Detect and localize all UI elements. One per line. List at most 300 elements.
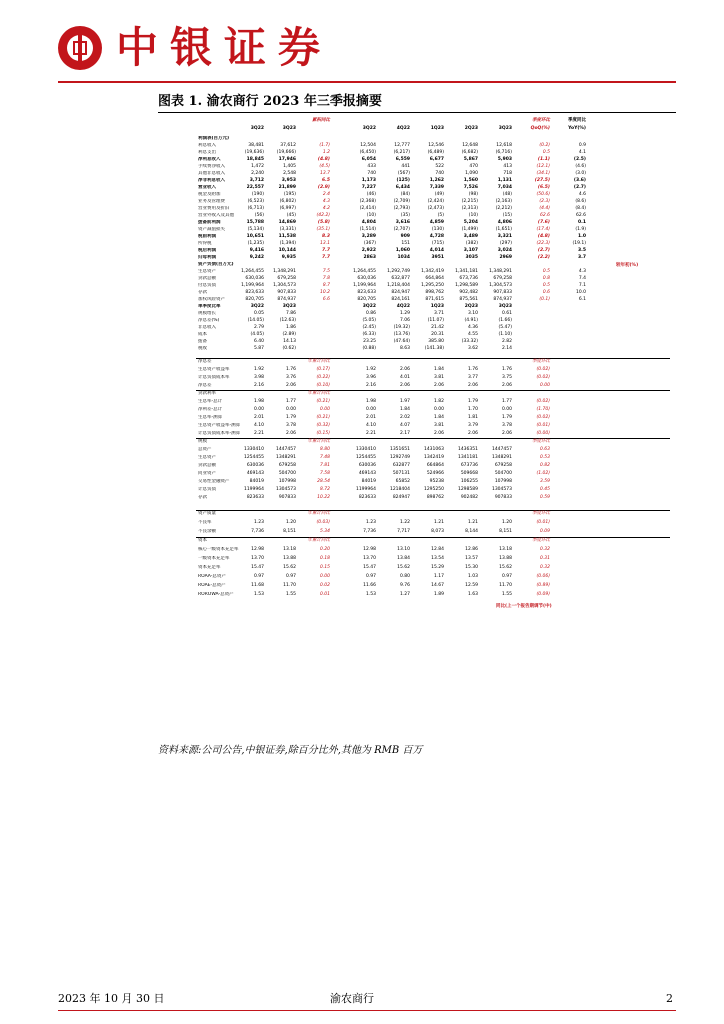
value-cell: 2.16 xyxy=(253,383,264,388)
table-row xyxy=(196,192,670,198)
value-cell: 469143 xyxy=(246,471,264,476)
quarter-cell: 4,804 xyxy=(361,220,376,225)
quarter-cell: (10) xyxy=(366,213,376,218)
quarter-cell: 874,937 xyxy=(493,297,512,302)
quarter-cell: 3.10 xyxy=(467,311,478,316)
row-label: 净利息收入 xyxy=(198,157,221,162)
qoq-cell: 0.09 xyxy=(539,529,550,534)
qoq-cell: (0.02) xyxy=(536,367,550,372)
quarter-cell: 1.76 xyxy=(467,367,478,372)
qoq-cell: (4.8) xyxy=(537,234,550,239)
change-cell: (1.7) xyxy=(319,143,330,148)
quarter-cell: 65852 xyxy=(395,479,410,484)
value-cell: 11.68 xyxy=(251,583,264,588)
value-cell: 3,712 xyxy=(249,178,264,183)
value-cell: 9,935 xyxy=(281,255,296,260)
row-label: 生息资产 xyxy=(198,269,216,274)
table-row xyxy=(196,592,670,598)
quarter-cell: 1.84 xyxy=(399,407,410,412)
quarter-cell: (98) xyxy=(468,192,478,197)
yoy-cell: (1.9) xyxy=(575,227,586,232)
quarter-cell: 1.89 xyxy=(433,592,444,597)
quarter-cell: 13.84 xyxy=(397,556,410,561)
quarter-cell: 1.77 xyxy=(501,399,512,404)
quarter-cell: 875,561 xyxy=(459,297,478,302)
table-row xyxy=(196,143,670,149)
table-row xyxy=(196,185,670,191)
quarter-cell: 0.97 xyxy=(501,574,512,579)
value-cell: 14,869 xyxy=(278,220,296,225)
value-cell: 21,899 xyxy=(278,185,296,190)
quarter-cell: 1,262 xyxy=(429,178,444,183)
quarter-cell: 673736 xyxy=(460,463,478,468)
change-cell: (0.21) xyxy=(316,415,330,420)
quarter-cell: 1,264,455 xyxy=(353,269,376,274)
table-row xyxy=(196,423,670,429)
quarter-cell: 632,877 xyxy=(391,276,410,281)
quarter-cell: 12.59 xyxy=(465,583,478,588)
value-cell: 84019 xyxy=(249,479,264,484)
quarter-cell: 718 xyxy=(503,171,512,176)
qoq-cell: 3.59 xyxy=(539,479,550,484)
yoy-cell: (8.6) xyxy=(575,199,586,204)
value-cell: (14.05) xyxy=(247,318,264,323)
quarter-cell: 7,717 xyxy=(397,529,410,534)
row-label: 税后利润 xyxy=(198,248,216,253)
quarter-cell: 2.06 xyxy=(501,383,512,388)
table-row xyxy=(196,565,670,571)
value-cell: 1,199,964 xyxy=(241,283,264,288)
value-cell: 15.47 xyxy=(251,565,264,570)
change-cell: 5.34 xyxy=(319,529,330,534)
quarter-cell: (5.47) xyxy=(498,325,512,330)
value-cell: 13.88 xyxy=(283,556,296,561)
quarter-cell: 0.61 xyxy=(501,311,512,316)
row-label: 税收 xyxy=(198,346,207,351)
table-row xyxy=(196,556,670,562)
yoy-cell: (3.6) xyxy=(573,178,586,183)
value-cell: 1447457 xyxy=(275,447,296,452)
quarter-cell: 1.84 xyxy=(433,367,444,372)
footer-page-number: 2 xyxy=(666,992,673,1005)
qoq-cell: (17.4) xyxy=(536,227,550,232)
quarter-cell: 469143 xyxy=(358,471,376,476)
value-cell: (6,802) xyxy=(279,199,296,204)
row-label: 付息负债 xyxy=(198,283,216,288)
header-label: QoQ(%) xyxy=(530,126,550,131)
quarter-cell: 2.06 xyxy=(467,431,478,436)
value-cell: 3.98 xyxy=(253,375,264,380)
value-cell: 0.05 xyxy=(253,311,264,316)
row-label: 存款 xyxy=(198,290,207,295)
header-label: 季度环比 xyxy=(532,118,550,123)
quarter-cell: (2,473) xyxy=(427,206,444,211)
yoy-cell: 0.9 xyxy=(578,143,586,148)
yoy-cell: 62.6 xyxy=(575,213,586,218)
quarter-cell: 3Q23 xyxy=(498,304,512,309)
table-row xyxy=(196,359,670,365)
yoy-cell: (3.0) xyxy=(575,171,586,176)
quarter-cell: 2.02 xyxy=(399,415,410,420)
quarter-cell: 1.79 xyxy=(467,399,478,404)
change-cell: 0.18 xyxy=(319,556,330,561)
section-note: 年累计同比 xyxy=(307,511,330,516)
summary-table xyxy=(196,116,670,736)
value-cell: (45) xyxy=(286,213,296,218)
qoq-cell: 0.6 xyxy=(542,290,550,295)
change-cell: 6.6 xyxy=(322,297,330,302)
value-cell: 1199964 xyxy=(243,487,264,492)
quarter-cell: 4Q22 xyxy=(396,304,410,309)
quarter-cell: 1.81 xyxy=(467,415,478,420)
table-row xyxy=(196,520,670,526)
quarter-cell: 2969 xyxy=(499,255,512,260)
quarter-cell: 823633 xyxy=(358,495,376,500)
quarter-cell: 12,648 xyxy=(462,143,478,148)
value-cell: 630036 xyxy=(246,463,264,468)
table-row xyxy=(196,455,670,461)
figure-title-underline xyxy=(158,112,676,113)
yoy-cell: (8.4) xyxy=(575,206,586,211)
table-row xyxy=(196,487,670,493)
quarter-cell: (6.33) xyxy=(362,332,376,337)
row-label: 加权风险资产 xyxy=(198,297,225,302)
row-label: 资产质量 xyxy=(198,511,216,516)
quarter-cell: 1348291 xyxy=(491,455,512,460)
table-row xyxy=(196,495,670,501)
change-cell: 0.00 xyxy=(319,574,330,579)
quarter-cell: 1034 xyxy=(397,255,410,260)
row-label: 净利差-总计 xyxy=(198,407,223,412)
quarter-cell: (46) xyxy=(366,192,376,197)
quarter-cell: 0.00 xyxy=(433,407,444,412)
yoy-cell: 4.6 xyxy=(578,192,586,197)
quarter-cell: 2.01 xyxy=(365,415,376,420)
quarter-cell: 1,560 xyxy=(463,178,478,183)
quarter-cell: 1295250 xyxy=(423,487,444,492)
source-note: 资料来源:公司公告,中银证券,除百分比外,其他为 RMB 百万 xyxy=(158,745,423,756)
change-cell: 7.5 xyxy=(322,269,330,274)
change-cell: (0.32) xyxy=(316,423,330,428)
quarter-cell: 0.86 xyxy=(365,311,376,316)
row-label: 归母利润 xyxy=(198,255,216,260)
change-cell: 0.02 xyxy=(319,583,330,588)
yoy-cell: 7.1 xyxy=(578,283,586,288)
value-cell: 1254455 xyxy=(243,455,264,460)
quarter-cell: 3.96 xyxy=(365,375,376,380)
quarter-cell: 2.06 xyxy=(467,383,478,388)
qoq-cell: (0.00) xyxy=(536,431,550,436)
qoq-cell: 0.32 xyxy=(539,547,550,552)
quarter-cell: 909 xyxy=(400,234,410,239)
quarter-cell: (367) xyxy=(363,241,376,246)
quarter-cell: (1.66) xyxy=(498,318,512,323)
value-cell: 10,651 xyxy=(246,234,264,239)
row-label: ROAE-总资产 xyxy=(198,583,226,588)
value-cell: 679258 xyxy=(278,463,296,468)
quarter-cell: 1,348,291 xyxy=(489,269,512,274)
quarter-cell: 898,762 xyxy=(425,290,444,295)
quarter-cell: (11.07) xyxy=(427,318,444,323)
value-cell: 907,833 xyxy=(277,290,296,295)
quarter-cell: (2.45) xyxy=(362,325,376,330)
qoq-cell: (2.7) xyxy=(537,248,550,253)
qoq-cell: (6.5) xyxy=(537,185,550,190)
value-cell: 1.86 xyxy=(285,325,296,330)
table-row xyxy=(196,255,670,261)
value-cell: (56) xyxy=(254,213,264,218)
value-cell: 1,472 xyxy=(251,164,264,169)
row-label: 所得税 xyxy=(198,241,212,246)
change-cell: 7.7 xyxy=(322,248,330,253)
quarter-cell: 4,806 xyxy=(497,220,512,225)
section-note: 年累计同比 xyxy=(307,439,330,444)
value-cell: 1.76 xyxy=(285,367,296,372)
quarter-cell: 107998 xyxy=(494,479,512,484)
change-cell: (42.2) xyxy=(316,213,330,218)
table-row xyxy=(196,206,670,212)
quarter-cell: 1.23 xyxy=(365,520,376,525)
change-cell: (0.22) xyxy=(316,375,330,380)
quarter-cell: 1447457 xyxy=(491,447,512,452)
value-cell: 1330410 xyxy=(243,447,264,452)
qoq-cell: (2.2) xyxy=(537,255,550,260)
quarter-cell: (19.32) xyxy=(393,325,410,330)
quarter-cell: 8.63 xyxy=(399,346,410,351)
value-cell: 3Q23 xyxy=(282,304,296,309)
quarter-cell: 1.98 xyxy=(365,399,376,404)
value-cell: (5,134) xyxy=(247,227,264,232)
change-cell: (0.15) xyxy=(316,431,330,436)
quarter-cell: 15.47 xyxy=(363,565,376,570)
quarter-cell: 679258 xyxy=(494,463,512,468)
row-label: 生息率-测算 xyxy=(198,415,223,420)
quarter-cell: 6,677 xyxy=(429,157,444,162)
quarter-cell: 1292749 xyxy=(389,455,410,460)
qoq-cell: 0.00 xyxy=(539,383,550,388)
quarter-cell: 5,867 xyxy=(463,157,478,162)
footer-company: 渝农商行 xyxy=(330,992,374,1005)
quarter-cell: 4,728 xyxy=(429,234,444,239)
row-label: 贷款总额 xyxy=(198,463,216,468)
value-cell: (19,666) xyxy=(276,150,296,155)
yoy-cell: (2.7) xyxy=(573,185,586,190)
table-row xyxy=(196,297,670,303)
row-label: 资本充足率 xyxy=(198,565,221,570)
qoq-cell: (0.89) xyxy=(536,583,550,588)
value-cell: 4.10 xyxy=(253,423,264,428)
value-cell: (1,235) xyxy=(247,241,264,246)
quarter-cell: 8,144 xyxy=(465,529,478,534)
quarter-cell: 2.21 xyxy=(365,431,376,436)
row-label: 不良余额 xyxy=(198,529,216,534)
table-row xyxy=(196,283,670,289)
section-note: 年累计同比 xyxy=(307,538,330,543)
value-cell: 9,416 xyxy=(249,248,264,253)
table-row xyxy=(196,479,670,485)
yoy-cell: (19.1) xyxy=(572,241,586,246)
quarter-cell: 4.07 xyxy=(399,423,410,428)
quarter-cell: 4.55 xyxy=(467,332,478,337)
qoq-cell: (0.02) xyxy=(536,375,550,380)
qoq-cell: 0.59 xyxy=(539,495,550,500)
quarter-cell: 13.57 xyxy=(465,556,478,561)
header-label: 1Q23 xyxy=(430,126,444,131)
quarter-cell: 824,161 xyxy=(391,297,410,302)
row-label: 利润表(百万元) xyxy=(198,136,230,141)
quarter-cell: 1,342,419 xyxy=(421,269,444,274)
header-label: 3Q22 xyxy=(250,126,264,131)
quarter-cell: (130) xyxy=(431,227,444,232)
quarter-cell: 4,014 xyxy=(429,248,444,253)
quarter-cell: 3.81 xyxy=(433,375,444,380)
quarter-cell: 4,859 xyxy=(429,220,444,225)
row-label: 存款 xyxy=(198,495,207,500)
change-cell: 10.22 xyxy=(317,495,330,500)
quarter-cell: 902,482 xyxy=(459,290,478,295)
yoy-cell: 1.0 xyxy=(578,234,586,239)
quarter-cell: (2,313) xyxy=(461,206,478,211)
quarter-cell: 2.82 xyxy=(501,339,512,344)
row-label: 核心一级资本充足率 xyxy=(198,547,239,552)
quarter-cell: 3.79 xyxy=(467,423,478,428)
row-label: ROROWA-总资产 xyxy=(198,592,234,597)
change-cell: 13.1 xyxy=(319,241,330,246)
change-cell: 2.4 xyxy=(322,192,330,197)
value-cell: 0.97 xyxy=(253,574,264,579)
table-row xyxy=(196,529,670,535)
quarter-cell: 11.66 xyxy=(363,583,376,588)
yoy-cell: 3.5 xyxy=(578,248,586,253)
quarter-cell: 1.55 xyxy=(501,592,512,597)
table-row xyxy=(196,415,670,421)
row-label: 计息负债成本率-测算 xyxy=(198,431,241,436)
qoq-cell: (0.09) xyxy=(536,592,550,597)
change-cell: 8.72 xyxy=(319,487,330,492)
quarter-cell: 3,024 xyxy=(497,248,512,253)
row-label: ROAA-总资产 xyxy=(198,574,226,579)
quarter-cell: 0.00 xyxy=(365,407,376,412)
value-cell: 7,736 xyxy=(251,529,264,534)
quarter-cell: 12.86 xyxy=(465,547,478,552)
quarter-cell: 12,504 xyxy=(360,143,376,148)
change-cell: 8.80 xyxy=(319,447,330,452)
table-row xyxy=(196,407,670,413)
table-row xyxy=(196,213,670,219)
change-cell: 6.5 xyxy=(322,178,330,183)
table-row xyxy=(196,391,670,397)
value-cell: (6,997) xyxy=(279,206,296,211)
quarter-cell: 12.98 xyxy=(363,547,376,552)
row-label: 拨备 xyxy=(198,339,207,344)
value-cell: (4.05) xyxy=(250,332,264,337)
yoy-cell: 6.1 xyxy=(578,297,586,302)
quarter-cell: 907833 xyxy=(494,495,512,500)
table-row xyxy=(196,447,670,453)
value-cell: 37,612 xyxy=(280,143,296,148)
section-note: 季度环比 xyxy=(532,511,550,516)
quarter-cell: 1.92 xyxy=(365,367,376,372)
quarter-cell: (15) xyxy=(502,213,512,218)
quarter-cell: (10) xyxy=(468,213,478,218)
change-cell: 7.81 xyxy=(319,463,330,468)
table-row xyxy=(196,276,670,282)
change-cell: 0.20 xyxy=(319,547,330,552)
right-note: 较年初(%) xyxy=(616,263,639,268)
brand-logo xyxy=(58,26,102,70)
quarter-cell: 11.70 xyxy=(499,583,512,588)
quarter-cell: (48) xyxy=(502,192,512,197)
row-label: 一级资本充足率 xyxy=(198,556,230,561)
quarter-cell: 2.06 xyxy=(433,383,444,388)
value-cell: 820,705 xyxy=(245,297,264,302)
quarter-cell: 1351651 xyxy=(389,447,410,452)
quarter-cell: 13.10 xyxy=(397,547,410,552)
row-label: 净息差(%) xyxy=(198,318,220,323)
qoq-cell: (1.1) xyxy=(537,157,550,162)
yoy-cell: 7.4 xyxy=(578,276,586,281)
quarter-cell: 3Q22 xyxy=(362,304,376,309)
quarter-cell: 504700 xyxy=(494,471,512,476)
quarter-cell: 1.76 xyxy=(501,367,512,372)
qoq-cell: (0.1) xyxy=(539,297,550,302)
value-cell: 3.78 xyxy=(285,423,296,428)
table-row xyxy=(196,511,670,517)
qoq-cell: 0.45 xyxy=(539,487,550,492)
quarter-cell: 679,258 xyxy=(493,276,512,281)
quarter-cell: 7,736 xyxy=(363,529,376,534)
quarter-cell: 1436351 xyxy=(457,447,478,452)
quarter-cell: 0.00 xyxy=(501,407,512,412)
value-cell: 38,481 xyxy=(248,143,264,148)
qoq-cell: (4.4) xyxy=(539,206,550,211)
row-label: 总资产 xyxy=(198,447,212,452)
quarter-cell: 1.79 xyxy=(501,415,512,420)
quarter-cell: 1.84 xyxy=(433,415,444,420)
value-cell: 1304573 xyxy=(275,487,296,492)
quarter-cell: 12,618 xyxy=(496,143,512,148)
row-label: 营业费用及折旧 xyxy=(198,206,230,211)
value-cell: 1.79 xyxy=(285,415,296,420)
qoq-cell: 0.82 xyxy=(539,463,550,468)
value-cell: 3,953 xyxy=(281,178,296,183)
header-label: YoY(%) xyxy=(568,126,586,131)
quarter-cell: (49) xyxy=(434,192,444,197)
value-cell: 22,557 xyxy=(246,185,264,190)
quarter-cell: 9.76 xyxy=(399,583,410,588)
quarter-cell: 1199964 xyxy=(355,487,376,492)
quarter-cell: 1Q23 xyxy=(430,304,444,309)
quarter-cell: 14.67 xyxy=(431,583,444,588)
value-cell: 3Q22 xyxy=(250,304,264,309)
table-row xyxy=(196,311,670,317)
quarter-cell: (6,450) xyxy=(359,150,376,155)
figure-title: 图表 1. 渝农商行 2023 年三季报摘要 xyxy=(158,94,382,109)
table-row xyxy=(196,234,670,240)
quarter-cell: 898762 xyxy=(426,495,444,500)
value-cell: (190) xyxy=(251,192,264,197)
table-header xyxy=(196,118,670,124)
value-cell: 2.06 xyxy=(285,383,296,388)
change-cell: (5.8) xyxy=(317,220,330,225)
table-row xyxy=(196,227,670,233)
row-label: 净息差 xyxy=(198,359,212,364)
quarter-cell: 15.30 xyxy=(465,565,478,570)
brand-name: 中银证券 xyxy=(116,23,333,72)
row-label: 税金及附加 xyxy=(198,192,221,197)
quarter-cell: 823,633 xyxy=(357,290,376,295)
quarter-cell: 23.25 xyxy=(363,339,376,344)
